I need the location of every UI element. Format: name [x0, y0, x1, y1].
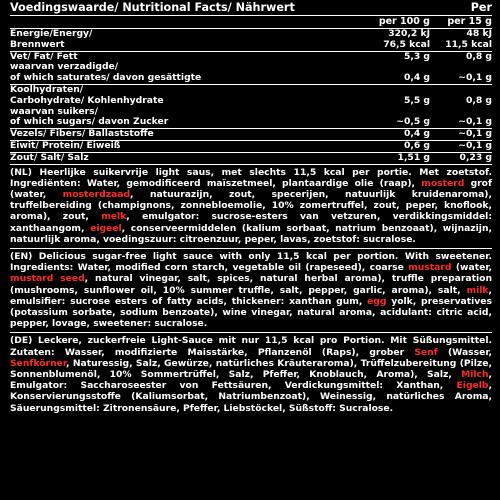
value-per-100g [368, 96, 430, 107]
value-per-15g [430, 96, 492, 107]
value-per-100g [368, 73, 430, 84]
value-per-15g [430, 117, 492, 128]
value-per-100g [368, 153, 430, 164]
ingredient-text: , Emulgator: Saccharoseester von Fettsäuren, Verdickungsmittel: Xanthan, [10, 369, 492, 392]
value-line: 76,5 kcal [383, 38, 430, 50]
allergen-highlight: mustard seed [10, 273, 85, 285]
ingredient-text: (water, [451, 262, 492, 274]
nutrition-row [10, 85, 492, 107]
value-line: ~0,1 g [458, 128, 492, 140]
nutrient-name [10, 29, 368, 51]
value-line: ~0,1 g [458, 139, 492, 151]
nutrition-per-label: Per [470, 1, 492, 14]
value-per-15g [430, 52, 492, 63]
value-line: 0,4 g [403, 128, 430, 140]
value-line: 0,6 g [403, 139, 430, 151]
nutrient-name [10, 129, 368, 140]
value-per-100g [368, 129, 430, 140]
ingredient-text: (Wasser, [437, 346, 492, 358]
ingredient-text: (NL) Heerlijke suikervrije light saus, met slechts 11,5 kcal per portie. Met zoetstof. Ingrediënten: Water, gemodificeerd maïszetmeel, plantaardige olie (raap), [10, 166, 492, 189]
ingredient-text: (DE) Leckere, zuckerfreie Light-Sauce mit nur 11,5 kcal pro Portion. Mit Süßungsmittel. Zutaten: Wasser, modifizierte Maisstärke, Pflanzenöl (Raps), grober [10, 335, 492, 358]
value-per-15g [430, 153, 492, 164]
value-per-15g [430, 29, 492, 51]
allergen-highlight: Milch [461, 369, 489, 381]
ingredient-text: , natural vinegar, salt, spices, natural herbal aroma), truffle preparation (mushrooms, sunflower oil, 10% summer truffle, salt, pepper, garlic, aroma), salt, [10, 273, 492, 296]
ingredient-text: , natuurazijn, zout, specerijen, natuurlijk kruidenaroma), truffelbereiding (champignons, zonnebloemolie, 10% zomertruffel, zout, peper, knoflook, aroma), zout, [10, 188, 492, 223]
nutrient-name-line: Vezels/ Fibers/ Ballaststoffe [10, 128, 154, 140]
nutrient-name [10, 141, 368, 152]
allergen-highlight: mosterdzaad [62, 188, 131, 200]
nutrient-name [10, 85, 368, 107]
allergen-highlight: eigeel [90, 222, 122, 234]
nutrition-row [10, 107, 492, 130]
value-per-100g [368, 52, 430, 63]
value-per-15g [430, 141, 492, 152]
value-line: ~0,5 g [396, 116, 430, 128]
nutrition-table [10, 29, 492, 165]
value-per-15g [430, 129, 492, 140]
nutrition-title: Voedingswaarde/ Nutritional Facts/ Nährwert [10, 1, 295, 14]
allergen-highlight: egg [367, 295, 387, 307]
nutrient-name-line: of which sugars/ davon Zucker [10, 116, 169, 128]
nutrition-title-row [10, 0, 492, 16]
allergen-highlight: Senf [414, 346, 438, 358]
value-line: 0,8 g [465, 50, 492, 62]
nutrient-name-line: Koolhydraten/ [10, 83, 84, 95]
nutrient-name-line: Carbohydrate/ Kohlenhydrate [10, 94, 164, 106]
nutrient-name [10, 62, 368, 84]
allergen-highlight: mustard [408, 262, 452, 274]
ingredients-nl [10, 165, 492, 249]
value-line: 5,5 g [403, 94, 430, 106]
ingredient-text: grof (water, [10, 177, 492, 200]
nutrient-name-line: Brennwert [10, 38, 65, 50]
ingredients-section [10, 165, 492, 417]
value-line: 11,5 kcal [445, 38, 492, 50]
nutrition-row [10, 29, 492, 52]
value-line: ~0,1 g [458, 72, 492, 84]
ingredient-text: , Konservierungsstoffe (Kaliumsorbat, Natriumbenzoat), Weinessig, natürliches Aroma, Säuerungsmittel: Zitronensäure, Pfeffer, Liebstöckel, Süßstoff: Sucralose. [10, 380, 492, 414]
nutrient-name-line: Zout/ Salt/ Salz [10, 151, 89, 163]
ingredient-text: , conserveermiddelen (kalium sorbaat, natrium benzoaat), wijnazijn, natuurlijk aroma, voedingszuur: citroenzuur, peper, lavas, zoetstof: sucralose. [10, 222, 492, 245]
value-line: 0,4 g [403, 72, 430, 84]
ingredients-de [10, 333, 492, 416]
value-per-100g [368, 141, 430, 152]
allergen-highlight: Eigelb [456, 380, 489, 392]
value-per-15g [430, 73, 492, 84]
value-per-100g [368, 29, 430, 51]
nutrient-name-line: Vet/ Fat/ Fett [10, 50, 78, 62]
nutrition-row [10, 62, 492, 85]
nutrient-name-line: waarvan verzadigde/ [10, 61, 119, 73]
allergen-highlight: Senfkörner [10, 357, 67, 369]
ingredient-text: (EN) Delicious sugar-free light sauce with only 11,5 kcal per portion. With sweetener. Ingredients: Water, modified corn starch, vegetable oil (rapeseed), coarse [10, 250, 492, 274]
column-header-per-15g: per 15 g [447, 16, 492, 27]
value-line: 320,2 kJ [388, 28, 430, 39]
nutrient-name [10, 153, 368, 164]
value-line: ~0,1 g [458, 116, 492, 128]
value-per-100g [368, 117, 430, 128]
ingredients-en [10, 249, 492, 333]
value-line: 5,3 g [403, 50, 430, 62]
nutrient-name-line: Eiwit/ Protein/ Eiweiß [10, 139, 121, 151]
nutrient-name-line: Energie/Energy/ [10, 28, 93, 39]
column-header-per-100g: per 100 g [378, 16, 430, 27]
ingredient-text: , emulsifier: sucrose esters of fatty acids, thickener: xanthan gum, [10, 284, 492, 307]
value-line: 48 kJ [466, 28, 492, 39]
value-line: 0,8 g [465, 94, 492, 106]
allergen-highlight: milk [466, 284, 489, 296]
nutrition-row [10, 153, 492, 165]
nutrient-name-line: waarvan suikers/ [10, 105, 98, 117]
allergen-highlight: melk [101, 211, 127, 223]
ingredient-text: , Naturessig, Salz, Gewürze, natürliches Kräuteraroma), Trüffelzubereitung (Pilze, Sonnenblumenöl, 10% Sommertrüffel, Salz, Pfeffer, Knoblauch, Aroma), Salz, [10, 357, 492, 381]
ingredient-text: yolk, preservatives (potassium sorbate, sodium benzoate), wine vinegar, natural aroma, acidulant: citric acid, pepper, lovage, sweetener: sucralose. [10, 295, 492, 330]
nutrition-row [10, 141, 492, 153]
value-line: 1,51 g [397, 151, 430, 163]
nutrient-name-line: of which saturates/ davon gesättigte [10, 72, 202, 84]
nutrient-name [10, 107, 368, 129]
value-line: 0,23 g [459, 151, 492, 163]
allergen-highlight: mosterd [421, 177, 465, 189]
ingredient-text: , emulgator: sucrose-esters van vetzuren, verdikkingsmiddel: xanthaangom, [10, 211, 492, 234]
